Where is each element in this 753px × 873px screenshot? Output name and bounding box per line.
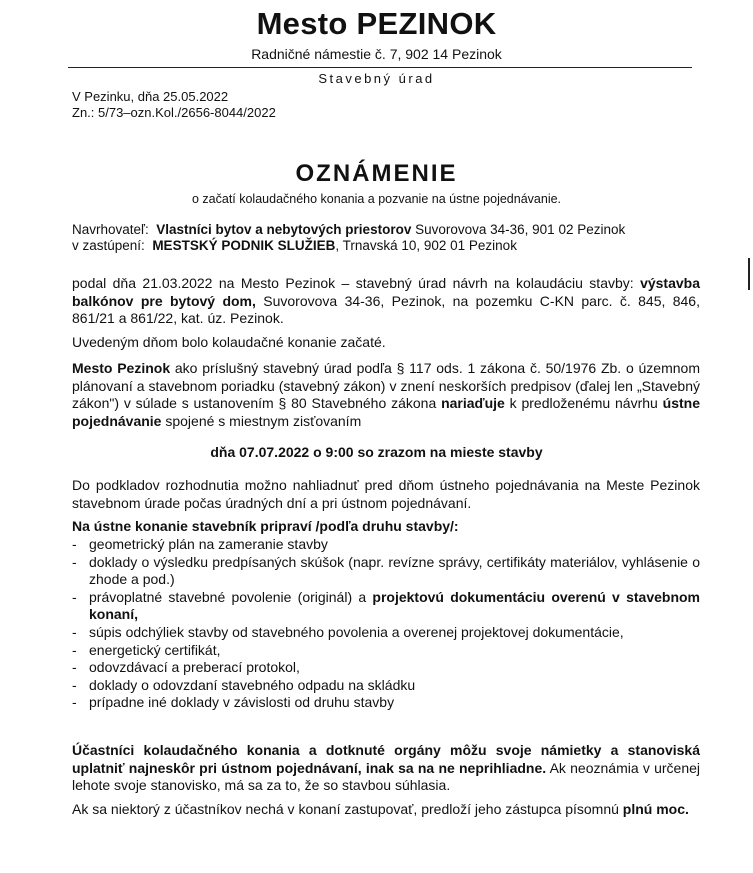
dash-bullet: - bbox=[72, 623, 77, 640]
list-item bbox=[72, 589, 700, 624]
list-item bbox=[72, 536, 700, 554]
construction-location: Suvorovova 34-36, Pezinok, na pozemku C-KN parc. č. 845, 846, 861/21 a 861/22, kat. úz. Pezinok. bbox=[72, 292, 700, 327]
list-item-bold-text: projektovú dokumentáciu overenú v stavebnom konaní, bbox=[89, 588, 700, 623]
legal-basis-paragraph bbox=[72, 360, 700, 430]
representation-paragraph bbox=[72, 801, 700, 819]
authority-name: Mesto Pezinok bbox=[72, 360, 171, 376]
dash-bullet: - bbox=[72, 694, 77, 711]
hearing-date: dňa 07.07.2022 o 9:00 so zrazom na mieste stavby bbox=[210, 444, 543, 460]
proceeding-started: Uvedeným dňom bolo kolaudačné konanie začaté. bbox=[72, 334, 386, 350]
applicant-label: Navrhovateľ: bbox=[72, 222, 149, 237]
list-item-text: odovzdávací a preberací protokol, bbox=[89, 659, 300, 676]
dash-bullet: - bbox=[72, 536, 77, 552]
dash-bullet: - bbox=[72, 659, 77, 676]
proposal-text: podal dňa 21.03.2022 na Mesto Pezinok – stavebný úrad návrh na kolaudáciu stavby: bbox=[72, 275, 641, 291]
construction-name: výstavba balkónov pre bytový dom, bbox=[72, 275, 700, 309]
requirements-heading-text: Na ústne konanie stavebník pripraví /podľa druhu stavby/: bbox=[72, 518, 459, 534]
list-item-text: súpis odchýliek stavby od stavebného povolenia a overenej projektovej dokumentácie, bbox=[89, 623, 624, 640]
objections-bold-text: Účastníci kolaudačného konania a dotknuté orgány môžu svoje námietky a stanoviská uplatniť najneskôr pri ústnom pojednávaní, inak sa na ne neprihliadne. bbox=[72, 742, 700, 776]
list-item-text: právoplatné stavebné povolenie (originál) a bbox=[89, 588, 373, 605]
applicant-line bbox=[72, 222, 625, 237]
dash-bullet: - bbox=[72, 676, 77, 693]
objections-paragraph bbox=[72, 742, 700, 795]
legal-basis-text: ako príslušný stavebný úrad podľa § 117 ods. 1 zákona č. 50/1976 Zb. o územnom plánovaní a stavebnom poriadku (stavebný zákon) v znení neskorších predpisov (ďalej len „Stavebný zákon") v súlade s ustanovením § 80 Stavebného zákona bbox=[72, 360, 700, 412]
list-item bbox=[72, 677, 700, 695]
dash-bullet: - bbox=[72, 641, 77, 658]
list-item bbox=[72, 642, 700, 660]
representation-text: Ak sa niektorý z účastníkov nechá v konaní zastupovať, predloží jeho zástupca písomnú bbox=[72, 801, 623, 817]
hearing-word: ústne pojednávanie bbox=[72, 395, 700, 429]
applicant-name: Vlastníci bytov a nebytových priestorov bbox=[156, 222, 412, 237]
list-item-text: prípadne iné doklady v závislosti od druhu stavby bbox=[89, 694, 395, 711]
representative-line bbox=[72, 238, 517, 253]
legal-basis-text-3: spojené s miestnym zisťovaním bbox=[161, 412, 362, 429]
dash-bullet: - bbox=[72, 553, 77, 570]
municipality-address: Radničné námestie č. 7, 902 14 Pezinok bbox=[251, 46, 502, 62]
legal-basis-text-2: k predloženému návrhu bbox=[504, 395, 663, 412]
place-date: V Pezinku, dňa 25.05.2022 bbox=[72, 89, 229, 104]
representative-label: v zastúpení: bbox=[72, 238, 145, 253]
reference-number: Zn.: 5/73–ozn.Kol./2656-8044/2022 bbox=[72, 105, 276, 120]
list-item-text: doklady o výsledku predpísaných skúšok (napr. revízne správy, certifikáty materiálov, vyhlásenie o zhode a pod.) bbox=[89, 553, 700, 588]
list-item bbox=[72, 694, 700, 712]
notice-subtitle: o začatí kolaudačného konania a pozvanie na ústne pojednávanie. bbox=[191, 192, 562, 206]
dash-bullet: - bbox=[72, 588, 77, 605]
objections-text: Ak neoznámia v určenej lehote svoje stanovisko, má sa za to, že so stavbou súhlasia. bbox=[72, 759, 701, 794]
power-of-attorney: plnú moc. bbox=[622, 801, 689, 817]
list-item-text: doklady o odovzdaní stavebného odpadu na skládku bbox=[89, 676, 416, 693]
proposal-paragraph bbox=[72, 275, 700, 328]
office-name: Stavebný úrad bbox=[318, 71, 435, 86]
list-item bbox=[72, 554, 700, 589]
scan-edge-mark bbox=[748, 258, 750, 290]
orders-word: nariaďuje bbox=[441, 395, 505, 412]
list-item-text: geometrický plán na zameranie stavby bbox=[89, 536, 328, 552]
list-item-text: energetický certifikát, bbox=[89, 641, 221, 658]
list-item bbox=[72, 624, 700, 642]
documents-inspection-paragraph: Do podkladov rozhodnutia možno nahliadnuť pred dňom ústneho pojednávania na Meste Pezinok stavebnom úrade počas úradných dní a pri ústnom pojednávaní. bbox=[72, 477, 700, 511]
applicant-address: Suvorovova 34-36, 901 02 Pezinok bbox=[415, 222, 626, 237]
notice-title: OZNÁMENIE bbox=[295, 160, 458, 187]
requirements-heading bbox=[72, 518, 700, 536]
representative-address: , Trnavská 10, 902 01 Pezinok bbox=[335, 238, 517, 253]
municipality-title: Mesto PEZINOK bbox=[256, 6, 497, 41]
list-item bbox=[72, 659, 700, 677]
header-divider bbox=[68, 67, 692, 68]
representative-name: MESTSKÝ PODNIK SLUŽIEB bbox=[152, 238, 336, 253]
requirements-list bbox=[72, 536, 700, 712]
